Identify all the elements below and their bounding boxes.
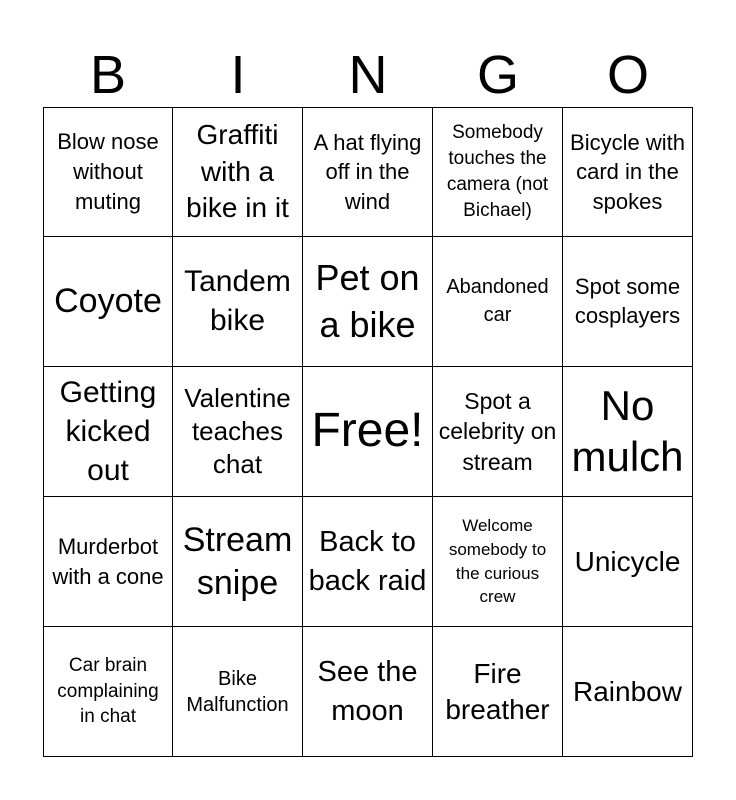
- bingo-cell[interactable]: [43, 497, 173, 627]
- bingo-cell-text: Fire breather: [445, 658, 550, 725]
- bingo-cell[interactable]: [303, 497, 433, 627]
- bingo-cell-text: Somebody touches the camera (not Bichael): [446, 121, 549, 222]
- bingo-cell[interactable]: [563, 367, 693, 497]
- bingo-cell-text: Spot a celebrity on stream: [438, 387, 557, 475]
- bingo-cell[interactable]: [173, 367, 303, 497]
- bingo-cell[interactable]: [173, 627, 303, 757]
- bingo-cell-text: Getting kicked out: [59, 376, 157, 487]
- bingo-cell-text: Bicycle with card in the spokes: [570, 130, 685, 214]
- bingo-cell[interactable]: [433, 107, 563, 237]
- bingo-cell-text: Coyote: [54, 282, 162, 321]
- bingo-cell[interactable]: [303, 627, 433, 757]
- bingo-cell-text: Graffiti with a bike in it: [186, 118, 289, 224]
- bingo-cell[interactable]: [43, 107, 173, 237]
- bingo-cell[interactable]: [563, 627, 693, 757]
- bingo-cell[interactable]: [563, 497, 693, 627]
- bingo-cell[interactable]: [43, 627, 173, 757]
- bingo-cell-text: Free!: [311, 404, 424, 458]
- free-space-cell[interactable]: [303, 367, 433, 497]
- bingo-cell-text: Valentine teaches chat: [184, 382, 291, 480]
- header-letter-b: B: [89, 45, 127, 105]
- bingo-cell[interactable]: [303, 237, 433, 367]
- bingo-cell-text: Bike Malfunction: [186, 667, 289, 716]
- bingo-cell-text: See the moon: [317, 655, 418, 727]
- bingo-cell-text: Murderbot with a cone: [52, 533, 164, 589]
- bingo-cell-text: Tandem bike: [184, 265, 291, 337]
- bingo-cell[interactable]: [173, 107, 303, 237]
- bingo-cell-text: Car brain complaining in chat: [57, 654, 159, 728]
- bingo-cell-text: No mulch: [571, 382, 684, 480]
- bingo-cell[interactable]: [43, 367, 173, 497]
- bingo-cell-text: A hat flying off in the wind: [313, 130, 422, 214]
- bingo-cell-text: Back to back raid: [308, 525, 427, 597]
- bingo-cell[interactable]: [563, 237, 693, 367]
- header-letter-n: N: [348, 45, 388, 105]
- bingo-cell-text: Abandoned car: [446, 275, 549, 326]
- header-letter-g: G: [476, 45, 519, 105]
- bingo-cell[interactable]: [173, 237, 303, 367]
- bingo-cell-text: Blow nose without muting: [57, 129, 159, 214]
- bingo-header: [43, 44, 693, 106]
- bingo-cell-text: Stream snipe: [182, 521, 293, 602]
- bingo-cell[interactable]: [563, 107, 693, 237]
- bingo-cell[interactable]: [433, 497, 563, 627]
- bingo-cell-text: Pet on a bike: [315, 256, 420, 345]
- bingo-cell[interactable]: [433, 237, 563, 367]
- bingo-cell[interactable]: [173, 497, 303, 627]
- bingo-cell-text: Rainbow: [573, 675, 682, 707]
- header-letter-o: O: [606, 45, 649, 105]
- bingo-cell[interactable]: [303, 107, 433, 237]
- bingo-cell-text: Welcome somebody to the curious crew: [448, 515, 547, 607]
- bingo-cell[interactable]: [43, 237, 173, 367]
- bingo-board: [43, 107, 693, 757]
- bingo-cell[interactable]: [433, 367, 563, 497]
- header-letter-i: I: [230, 45, 246, 105]
- bingo-cell[interactable]: [433, 627, 563, 757]
- bingo-cell-text: Spot some cosplayers: [574, 273, 681, 328]
- bingo-cell-text: Unicycle: [574, 545, 681, 577]
